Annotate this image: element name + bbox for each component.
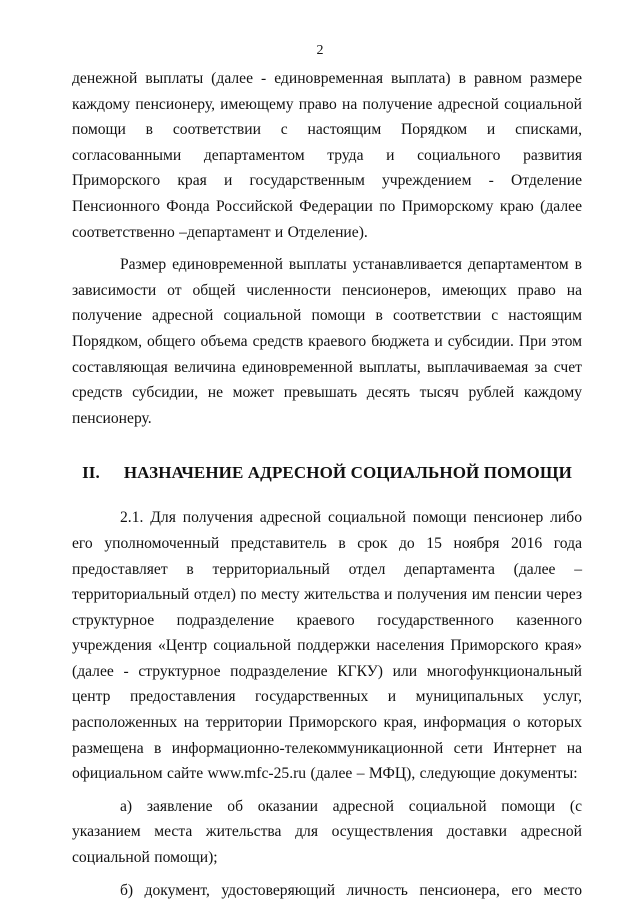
list-item-b: б) документ, удостоверяющий личность пенсионера, его место xyxy=(120,881,582,899)
section-number: II. xyxy=(82,463,100,483)
paragraph-payment-amount: Размер единовременной выплаты устанавливается департаментом в зависимости от общей численности пенсионеров, имеющих право на получение адресной социальной помощи в соответствии с настоящим Порядком, общего объема средств краевого бюджета и субсидии. При этом составляющая величина единовременной выплаты, выплачиваемая за счет средств субсидии, не может превышать десять тысяч рублей каждому пенсионеру. xyxy=(72,256,582,427)
paragraph-continuation: денежной выплаты (далее - единовременная выплата) в равном размере каждому пенсионеру, имеющему право на получение адресной социальной помощи в соответствии с настоящим Порядком и списками, согласованными департаментом труда и социального развития Приморского края и государственным учреждением - Отделение Пенсионного Фонда Российской Федерации по Приморскому краю (далее соответственно –департамент и Отделение). xyxy=(72,70,582,241)
page-number: 2 xyxy=(316,43,324,58)
document-body xyxy=(72,66,582,903)
list-item-a: а) заявление об оказании адресной социальной помощи (с указанием места жительства для осуществления доставки адресной социальной помощи); xyxy=(72,797,582,867)
paragraph-2-1: 2.1. Для получения адресной социальной помощи пенсионер либо его уполномоченный представитель в срок до 15 ноября 2016 года предоставляет в территориальный отдел департамента (далее – территориальный отдел) по месту жительства и получения им пенсии через структурное подразделение краевого государственного казенного учреждения «Центр социальной поддержки населения Приморского края» (далее - структурное подразделение КГКУ) или многофункциональный центр предоставления государственных и муниципальных услуг, расположенных на территории Приморского края, информация о которых размещена в информационно-телекоммуникационной сети Интернет на официальном сайте www.mfc-25.ru (далее – МФЦ), следующие документы: xyxy=(72,509,582,783)
section-title: НАЗНАЧЕНИЕ АДРЕСНОЙ СОЦИАЛЬНОЙ ПОМОЩИ xyxy=(123,463,572,483)
section-heading xyxy=(72,461,582,485)
